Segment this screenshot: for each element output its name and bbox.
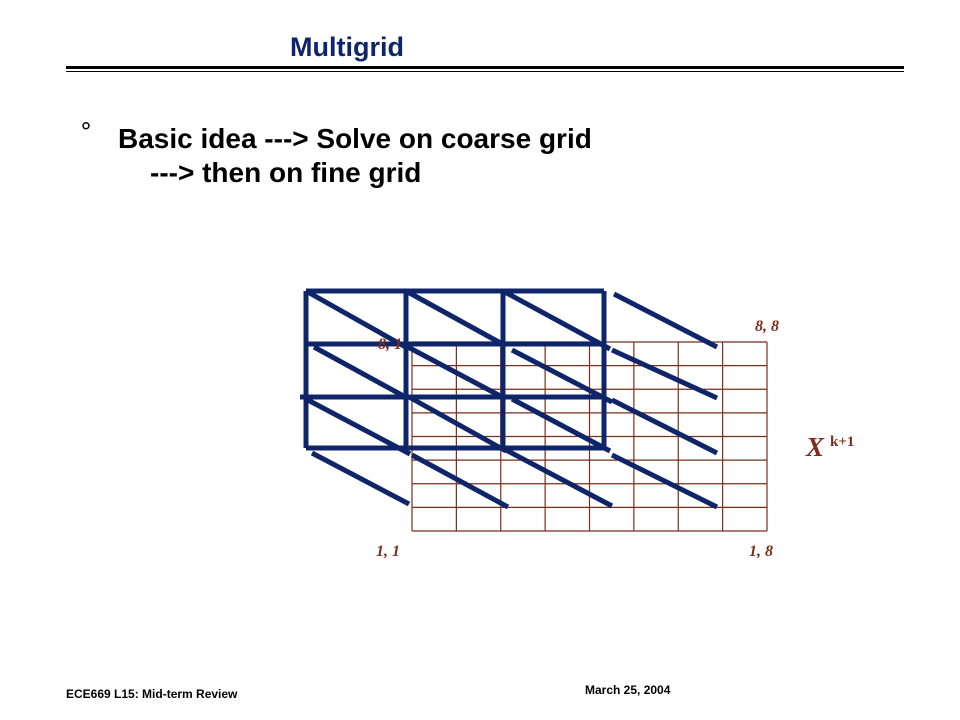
- sweep-diagonal-line: [612, 455, 717, 507]
- bullet-text-line-1: Basic idea ---> Solve on coarse grid: [118, 123, 592, 154]
- bullet-icon: °: [80, 118, 92, 146]
- footer-date: March 25, 2004: [585, 683, 671, 697]
- iterate-symbol: X: [806, 432, 825, 462]
- sweep-diagonal-line: [312, 453, 409, 504]
- sweep-diagonal-line: [314, 347, 409, 399]
- corner-label-bottom-left: 1, 1: [376, 543, 400, 560]
- bullet-text-line-2: ---> then on fine grid: [150, 157, 422, 188]
- sweep-diagonal-line: [503, 291, 610, 349]
- sweep-diagonal-line: [406, 291, 506, 346]
- iterate-superscript: k+1: [830, 434, 855, 450]
- corner-label-top-left: 8, 1: [378, 336, 402, 353]
- sweep-diagonal-line: [512, 350, 612, 402]
- sweep-diagonal-line: [412, 455, 508, 507]
- sweep-diagonal-line: [614, 294, 717, 347]
- footer-course: ECE669 L15: Mid-term Review: [66, 687, 238, 701]
- sweep-diagonal-line: [506, 450, 612, 506]
- sweep-diagonal-line: [409, 397, 506, 451]
- corner-label-bottom-right: 1, 8: [749, 543, 773, 560]
- sweep-diagonal-line: [612, 350, 717, 398]
- slide-title: Multigrid: [290, 32, 404, 62]
- sweep-diagonal-line: [612, 400, 717, 453]
- corner-label-top-right: 8, 8: [755, 318, 779, 335]
- sweep-diagonal-line: [512, 399, 610, 451]
